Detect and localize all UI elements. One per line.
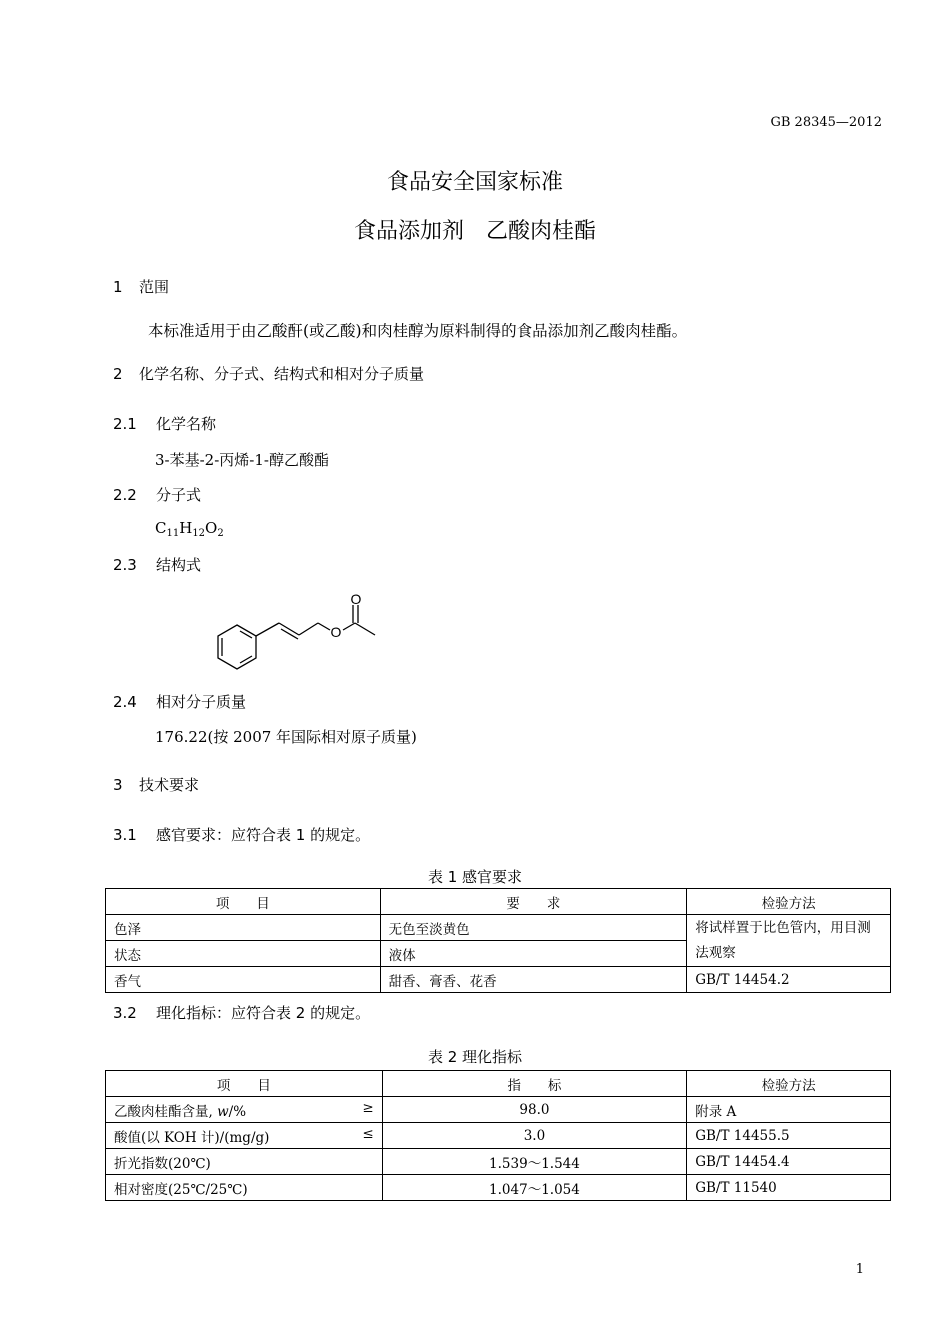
main-title: 食品安全国家标准 xyxy=(386,170,563,195)
table-header: 指 标 xyxy=(382,1071,687,1097)
table-cell: 1.047～1.054 xyxy=(382,1175,687,1201)
oxygen-label-carbonyl: O xyxy=(350,591,362,607)
table-header: 项 目 xyxy=(106,1071,383,1097)
section-3-1-heading: 3.1 感官要求：应符合表 1 的规定。 xyxy=(113,826,371,844)
section-3-heading: 3 技术要求 xyxy=(113,776,200,794)
table-cell: 色泽 xyxy=(106,915,381,941)
section-1-text: 本标准适用于由乙酸酐(或乙酸)和肉桂醇为原料制得的食品添加剂乙酸肉桂酯。 xyxy=(148,322,688,340)
table-cell: 乙酸肉桂酯含量, w/% ≥ xyxy=(106,1097,383,1123)
section-1-heading: 1 范围 xyxy=(113,278,170,296)
benzene-ring xyxy=(218,625,256,669)
table-2-header-row xyxy=(106,1071,891,1097)
table-1-header-row xyxy=(106,889,891,915)
section-2-4-heading: 2.4 相对分子质量 xyxy=(113,693,247,711)
table-header: 要 求 xyxy=(380,889,687,915)
table-cell: 无色至淡黄色 xyxy=(380,915,687,941)
table-cell: 酸值(以 KOH 计)/(mg/g) ≤ xyxy=(106,1123,383,1149)
table-row xyxy=(106,915,891,941)
table-header: 检验方法 xyxy=(687,889,891,915)
standard-number: GB 28345—2012 xyxy=(770,115,882,130)
molecular-mass: 176.22(按 2007 年国际相对原子质量) xyxy=(155,728,417,746)
table-2 xyxy=(105,1070,891,1201)
table-row xyxy=(106,967,891,993)
table-cell: GB/T 11540 xyxy=(687,1175,891,1201)
table-1-caption: 表 1 感官要求 xyxy=(427,868,523,886)
table-row xyxy=(106,1175,891,1201)
table-cell: 折光指数(20℃) xyxy=(106,1149,383,1175)
table-row xyxy=(106,1149,891,1175)
table-cell: 香气 xyxy=(106,967,381,993)
section-2-2-heading: 2.2 分子式 xyxy=(113,486,202,504)
table-cell: 98.0 xyxy=(382,1097,687,1123)
table-cell: 相对密度(25℃/25℃) xyxy=(106,1175,383,1201)
table-cell: 附录 A xyxy=(687,1097,891,1123)
table-cell: 3.0 xyxy=(382,1123,687,1149)
table-cell: 将试样置于比色管内，用目测法观察 xyxy=(687,915,891,967)
section-3-2-heading: 3.2 理化指标：应符合表 2 的规定。 xyxy=(113,1004,371,1022)
section-2-heading: 2 化学名称、分子式、结构式和相对分子质量 xyxy=(113,365,425,383)
table-cell: GB/T 14455.5 xyxy=(687,1123,891,1149)
table-row xyxy=(106,1123,891,1149)
chemical-name: 3-苯基-2-丙烯-1-醇乙酸酯 xyxy=(155,451,329,469)
table-cell: 甜香、膏香、花香 xyxy=(380,967,687,993)
table-cell: GB/T 14454.2 xyxy=(687,967,891,993)
table-cell: GB/T 14454.4 xyxy=(687,1149,891,1175)
table-header: 项 目 xyxy=(106,889,381,915)
sub-title: 食品添加剂 乙酸肉桂酯 xyxy=(353,219,596,244)
section-2-1-heading: 2.1 化学名称 xyxy=(113,415,217,433)
table-1 xyxy=(105,888,891,993)
structural-formula xyxy=(205,585,390,675)
section-2-3-heading: 2.3 结构式 xyxy=(113,556,202,574)
table-cell: 液体 xyxy=(380,941,687,967)
table-cell: 状态 xyxy=(106,941,381,967)
page-number: 1 xyxy=(855,1262,864,1277)
oxygen-label-ester: O xyxy=(330,624,342,640)
table-header: 检验方法 xyxy=(687,1071,891,1097)
table-2-caption: 表 2 理化指标 xyxy=(427,1048,523,1066)
table-row xyxy=(106,1097,891,1123)
table-cell: 1.539～1.544 xyxy=(382,1149,687,1175)
molecular-formula: $C_{11}H_{12}O_2$ xyxy=(155,519,224,539)
